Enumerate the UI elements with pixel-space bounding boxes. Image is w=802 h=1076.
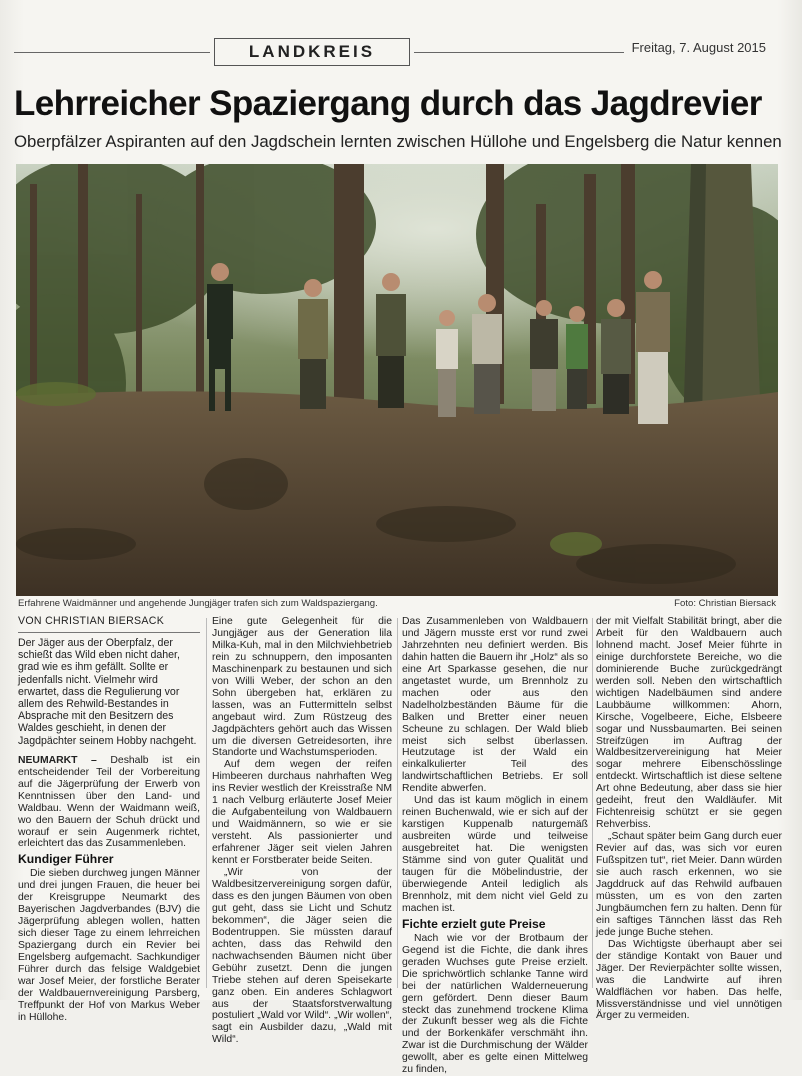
section-heading: Fichte erzielt gute Preise: [402, 916, 546, 931]
paragraph: Auf dem wegen der reifen Himbeeren durchaus nahrhaften Weg ins Revier westlich der Kreisstraße NM 1 nach Velburg erläuterte Josef Meier die Aufgabenteilung von Waldbauern und Waidmännern, so wie er sie versteht. Als passionierter und erfahrener Jäger seit vielen Jahren kennt er Forstberater beide Seiten.: [212, 759, 392, 867]
column-1: [18, 616, 200, 1024]
photo-credit: Foto: Christian Biersack: [674, 598, 776, 609]
header-rule-left: [14, 52, 210, 53]
issue-date: Freitag, 7. August 2015: [631, 40, 766, 55]
column-3: [402, 616, 588, 1076]
paragraph: „Wir von der Waldbesitzervereinigung sorgen dafür, dass es den jungen Bäumen von oben gut geht, dass sie Licht und Schutz bekommen“, die Jäger seien die Bodentruppen. Sie müssten darauf achten, dass das Rehwild den nachwachsenden Bäumen nicht über Gebühr zusetzt. Denn die jungen Triebe stehen auf deren Speisekarte ganz oben. Ein anderes Schlagwort aus der Staatsforstverwaltung postuliert „Wald vor Wild“. „Wir wollen“, sagt ein Ausbilder dazu, „Wald mit Wild“.: [212, 867, 392, 1046]
section-label: LANDKREIS: [214, 38, 410, 66]
lead-paragraph: Der Jäger aus der Oberpfalz, der schießt das Wild eben nicht daher, grad wie es ihm gefällt. Sollte er jedenfalls nicht. Vielmehr wird erwartet, dass die Regulierung vor allem des Rehwild-Bestandes in Absprache mit den Besitzern des Waldes geschieht, in denen der Jagdpächter seinem Hobby nachgeht.: [18, 636, 197, 747]
paragraph-text: Deshalb ist ein entscheidender Teil der Vorbereitung auf die Jägerprüfung der Erwerb von Kenntnissen über den Land- und Waldbau. Wenn der Waidmann weiß, wo den Bauern der Schuh drückt und worauf er sein Augenmerk richtet, erleichtert das das Zusammenleben.: [18, 754, 200, 850]
headline: Lehrreicher Spaziergang durch das Jagdrevier: [14, 84, 762, 123]
paragraph: „Schaut später beim Gang durch euer Revier auf das, was sich vor euren Fußspitzen tut“, riet Meier. Dann würden sie auch rasch erkennen, wo sie Jagddruck auf das Rehwild aufbauen müssten, um es von den zarten Jungbäumchen fern zu halten. Denn für ein saftiges Tännchen lässt das Reh jede junge Buche stehen.: [596, 831, 782, 938]
column-divider: [206, 618, 207, 988]
paragraph: [18, 755, 200, 851]
dateline: NEUMARKT –: [18, 754, 111, 766]
forest-photo-illustration: [16, 164, 778, 596]
article-photo: [16, 164, 778, 596]
paragraph: Das Zusammenleben von Waldbauern und Jägern musste erst vor rund zwei Jahrzehnten neu definiert werden. Bis dahin hatten die Bauern ihr „Holz“ als so eine Art Sparkasse gesehen, die nur angetastet wurde, um Brennholz zu machen oder aus den Nadelholzbeständen Bäume für die Balken und Bretter einer neuen Scheune zu schlagen. Der Wald blieb meist sich selbst überlassen. Heutzutage ist der Wald ein einkalkulierter Teil des landwirtschaftlichen Betriebs. Er soll Rendite abwerfen.: [402, 616, 588, 795]
subheadline: Oberpfälzer Aspiranten auf den Jagdschein lernten zwischen Hüllohe und Engelsberg die Natur kennen: [14, 132, 782, 151]
paragraph: Und das ist kaum möglich in einem reinen Buchenwald, wie er sich auf der karstigen Kuppenalb naturgemäß ausbreiten würde und teilweise ausgebreitet hat. Die wenigsten Stämme sind von guter Qualität und taugen für die Möbelindustrie, der überwiegende Anteil lediglich als Brennholz, mit dem nicht viel Geld zu machen ist.: [402, 795, 588, 914]
column-4: [596, 616, 782, 1022]
paragraph: Das Wichtigste überhaupt aber sei der ständige Kontakt von Bauer und Jäger. Der Revierpächter sollte wissen, was die Landwirte auf ihren Waldflächen vor haben. Das helfe, Missverständnisse und viel unnötigen Ärger zu vermeiden.: [596, 938, 782, 1022]
section-heading: Kundiger Führer: [18, 852, 114, 867]
photo-caption: Erfahrene Waidmänner und angehende Jungjäger trafen sich zum Waldspaziergang.: [18, 598, 378, 609]
paragraph: der mit Vielfalt Stabilität bringt, aber die Arbeit für den Waldbauern auch lohnend macht. Josef Meier führte in einige durchforstete Bereiche, wo die dominierende Buche zurückgedrängt werden soll. Neben den wirtschaftlich wichtigen Nadelbäumen sind andere Laubbäume willkommen: Ahorn, Kirsche, Vogelbeere, Eiche, Elsbeere sogar und Nussbaumarten. Bei seinen Streifzügen im Auftrag der Waldbesitzervereinigung hat Meier sogar mehrere Eibenschösslinge entdeckt. Wirtschaftlich ist diese seltene Art ohne Bedeutung, aber dass sie hier gedeiht, freut den Waldläufer. Mit Fichtenreisig schützt er sie gegen Rehverbiss.: [596, 616, 782, 831]
paragraph: Nach wie vor der Brotbaum der Gegend ist die Fichte, die dank ihres geraden Wuchses gute Preise erzielt. Die sprichwörtlich schlanke Tanne wird bei der natürlichen Walderneuerung gern gefördert. Denn dieser Baum steckt das zunehmend trockene Klima der Zukunft besser weg als die Fichte und der Borkenkäfer verschmäht ihn. Zwar ist die Durchmischung der Wälder gewollt, aber es gelte einen Mittelweg zu finden,: [402, 932, 588, 1076]
header-rule-right: [414, 52, 624, 53]
byline: VON CHRISTIAN BIERSACK: [18, 616, 200, 633]
paragraph: Eine gute Gelegenheit für die Jungjäger aus der Generation lila Milka-Kuh, mal in den Milchviehbetrieb rein zu schnuppern, den imposanten Maschinenpark zu bestaunen und sich von Willi Weber, der schon an den Sohn übergeben hat, erklären zu lassen, was an Futtermitteln selbst angebaut wird. Zum Rüstzeug des Jagdpächters gehört auch das Wissen um die diversen Getreidesorten, ihre Standorte und Wachstumsperioden.: [212, 616, 392, 759]
column-divider: [592, 618, 593, 988]
paragraph: Die sieben durchweg jungen Männer und drei jungen Frauen, die heuer bei der Kreisgruppe Neumarkt des Bayerischen Jagdverbandes (BJV) die Jägerprüfung ablegen wollen, hatten sich dieser Tage zu einem lehrreichen Spaziergang durch ein Revier bei Engelsberg aufgemacht. Sachkundiger Führer durch das felsige Waldgebiet war Josef Meier, der forstliche Berater der Waldbauernvereinigung Parsberg, Treffpunkt der Hof von Markus Weber in Hüllohe.: [18, 868, 200, 1023]
column-divider: [397, 618, 398, 988]
column-2: [212, 616, 392, 1046]
